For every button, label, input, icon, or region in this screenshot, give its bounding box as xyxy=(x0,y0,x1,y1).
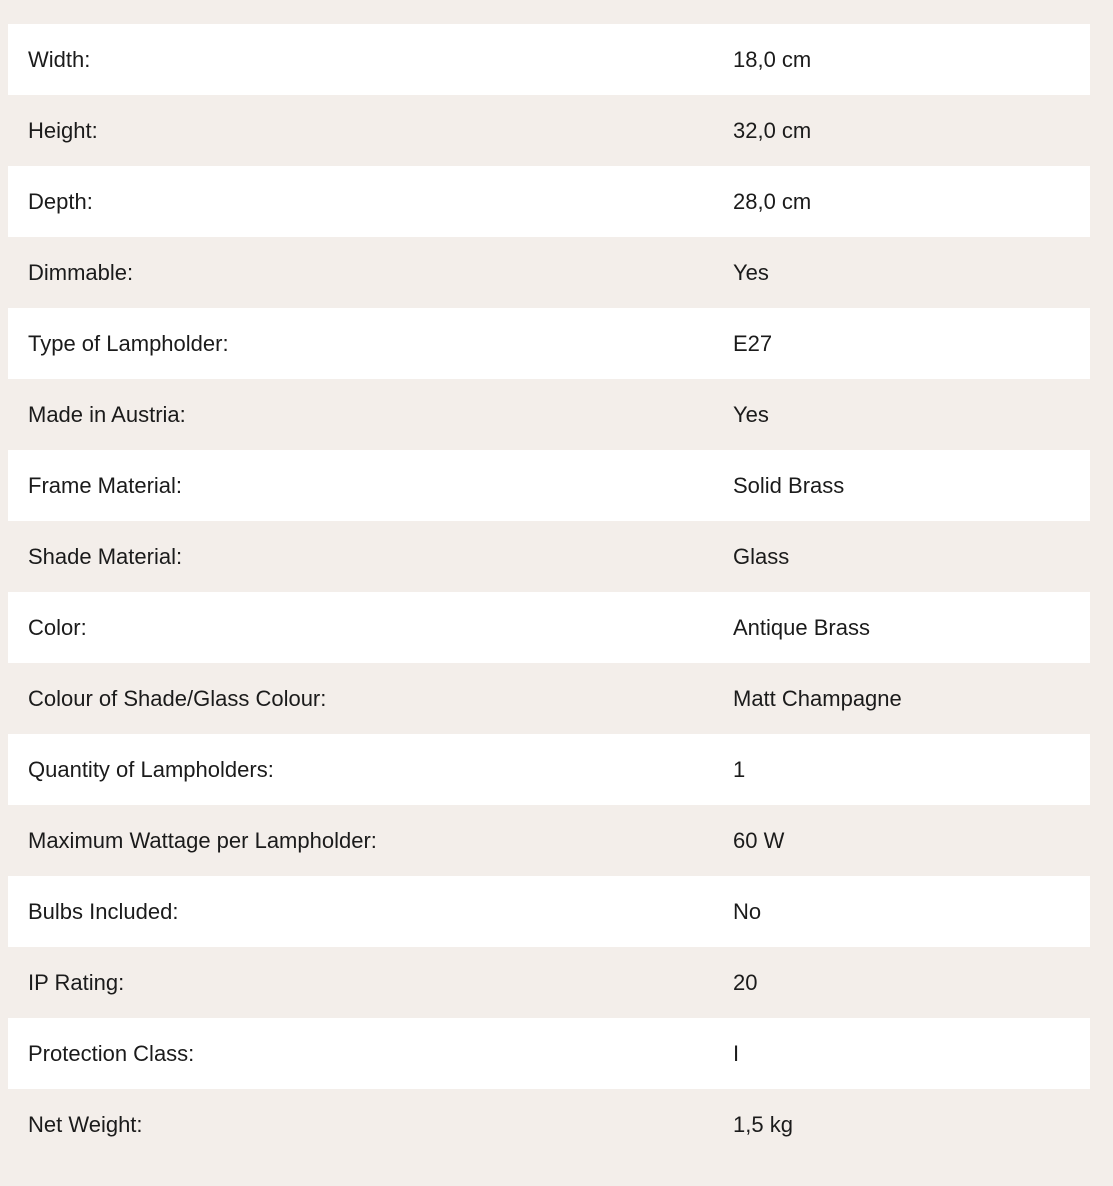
spec-value: 28,0 cm xyxy=(733,188,812,214)
spec-row-color xyxy=(8,592,1090,663)
spec-label: Shade Material: xyxy=(28,543,183,569)
spec-row-made-in-austria xyxy=(8,379,1090,450)
spec-label: Colour of Shade/Glass Colour: xyxy=(28,685,327,711)
spec-value: 32,0 cm xyxy=(733,117,812,143)
spec-value: 20 xyxy=(733,969,758,995)
spec-row-bulbs-included xyxy=(8,876,1090,947)
spec-value: E27 xyxy=(733,330,773,356)
spec-label: Depth: xyxy=(28,188,93,214)
spec-row-height xyxy=(8,95,1090,166)
spec-value: 1 xyxy=(733,756,746,782)
spec-label: Quantity of Lampholders: xyxy=(28,756,274,782)
spec-label: Maximum Wattage per Lampholder: xyxy=(28,827,377,853)
spec-value: Yes xyxy=(733,401,769,427)
spec-row-shade-material xyxy=(8,521,1090,592)
spec-row-dimmable xyxy=(8,237,1090,308)
spec-label: IP Rating: xyxy=(28,969,125,995)
spec-value: Solid Brass xyxy=(733,472,845,498)
spec-label: Protection Class: xyxy=(28,1040,195,1066)
spec-value: I xyxy=(733,1040,740,1066)
spec-label: Frame Material: xyxy=(28,472,183,498)
spec-row-width xyxy=(8,24,1090,95)
spec-value: Yes xyxy=(733,259,769,285)
spec-row-ip-rating xyxy=(8,947,1090,1018)
specifications-table xyxy=(8,24,1090,1160)
spec-row-max-wattage xyxy=(8,805,1090,876)
spec-value: Matt Champagne xyxy=(733,685,902,711)
spec-row-lampholder-quantity xyxy=(8,734,1090,805)
spec-label: Dimmable: xyxy=(28,259,134,285)
spec-label: Net Weight: xyxy=(28,1111,143,1137)
spec-row-lampholder-type xyxy=(8,308,1090,379)
spec-label: Bulbs Included: xyxy=(28,898,179,924)
spec-value: 60 W xyxy=(733,827,785,853)
spec-value: 18,0 cm xyxy=(733,46,812,72)
spec-row-net-weight xyxy=(8,1089,1090,1160)
spec-row-protection-class xyxy=(8,1018,1090,1089)
spec-row-frame-material xyxy=(8,450,1090,521)
spec-value: No xyxy=(733,898,762,924)
spec-value: Glass xyxy=(733,543,790,569)
spec-value: 1,5 kg xyxy=(733,1111,793,1137)
spec-label: Made in Austria: xyxy=(28,401,186,427)
spec-row-depth xyxy=(8,166,1090,237)
spec-label: Color: xyxy=(28,614,87,640)
spec-label: Height: xyxy=(28,117,98,143)
spec-value: Antique Brass xyxy=(733,614,870,640)
spec-row-shade-colour xyxy=(8,663,1090,734)
spec-label: Type of Lampholder: xyxy=(28,330,229,356)
spec-label: Width: xyxy=(28,46,91,72)
